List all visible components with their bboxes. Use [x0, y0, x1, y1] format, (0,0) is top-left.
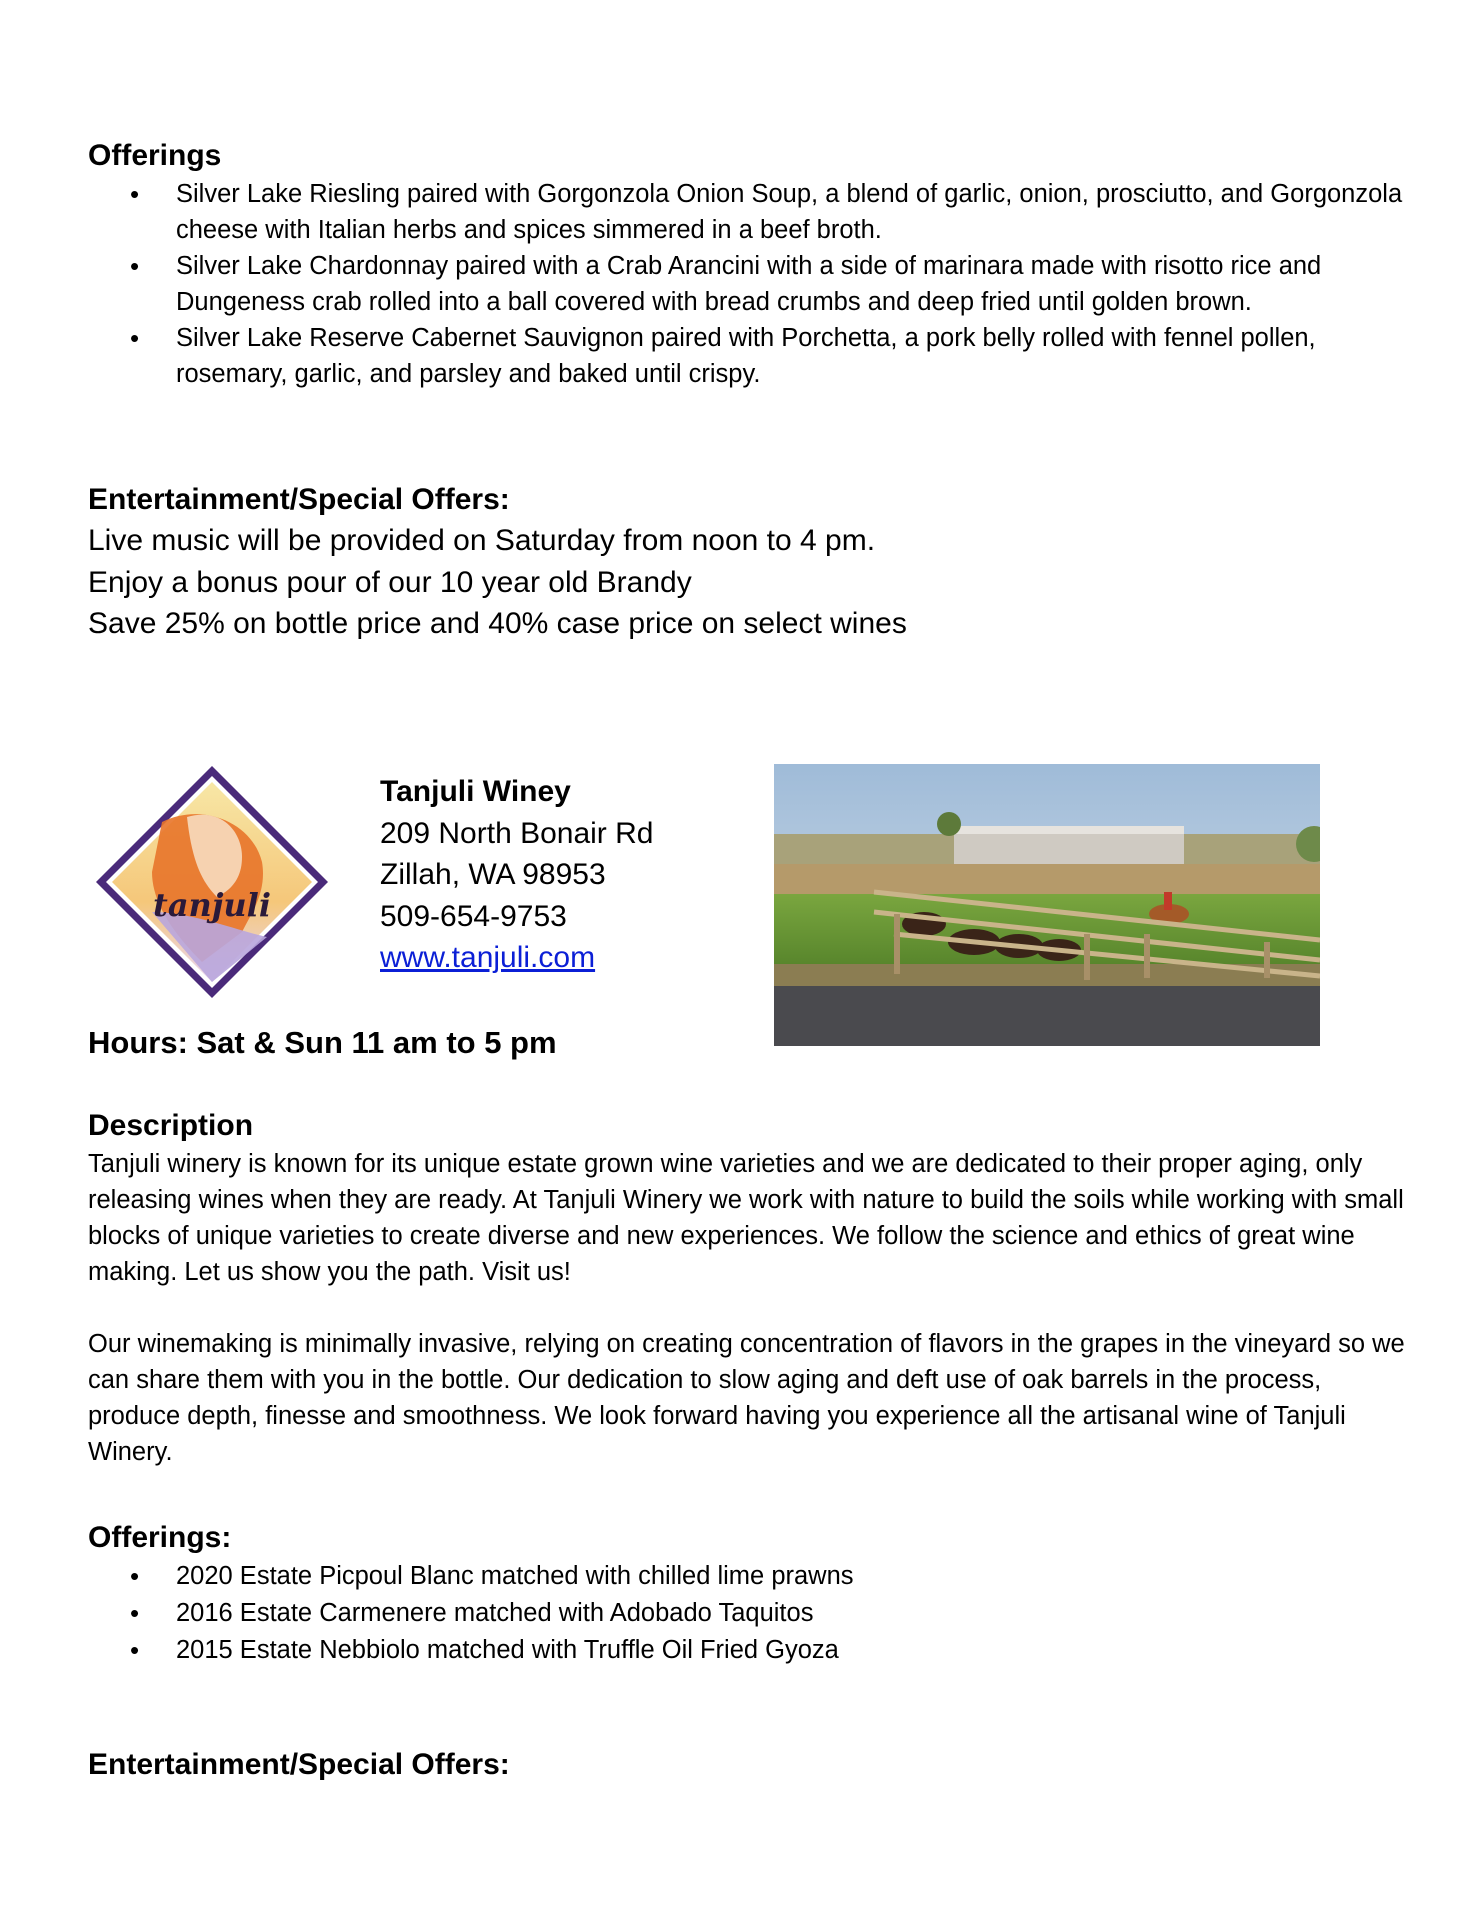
- winery-name: Tanjuli Winey: [380, 775, 571, 808]
- entertainment-section-2: [88, 1745, 510, 1785]
- logo-text: tanjuli: [153, 886, 271, 924]
- list-item: • 2020 Estate Picpoul Blanc matched with chilled lime prawns: [88, 1558, 1418, 1595]
- list-item: • Silver Lake Riesling paired with Gorgonzola Onion Soup, a blend of garlic, onion, prosciutto, and Gorgonzola cheese with Italian herbs and spices simmered in a beef broth.: [88, 176, 1418, 248]
- list-item: • 2015 Estate Nebbiolo matched with Truffle Oil Fried Gyoza: [88, 1632, 1418, 1669]
- list-item: • Silver Lake Chardonnay paired with a Crab Arancini with a side of marinara made with risotto rice and Dungeness crab rolled into a ball covered with bread crumbs and deep fried until golden brown.: [88, 248, 1418, 320]
- list-item: • Silver Lake Reserve Cabernet Sauvignon paired with Porchetta, a pork belly rolled with fennel pollen, rosemary, garlic, and parsley and baked until crispy.: [88, 320, 1418, 392]
- phone-number: 509-654-9753: [380, 899, 567, 933]
- entertainment-line: Live music will be provided on Saturday from noon to 4 pm.: [88, 524, 876, 557]
- entertainment-heading: Entertainment/Special Offers:: [88, 483, 510, 516]
- logo-diamond-icon: [92, 762, 332, 1002]
- description-section: [88, 1106, 1418, 1470]
- tanjuli-logo: [92, 762, 332, 1002]
- website-link[interactable]: www.tanjuli.com: [380, 941, 596, 974]
- entertainment-line: Enjoy a bonus pour of our 10 year old Brandy: [88, 565, 692, 599]
- description-paragraph-1: Tanjuli winery is known for its unique estate grown wine varieties and we are dedicated to their proper aging, only releasing wines when they are ready. At Tanjuli Winery we work with nature to build the soils while working with small blocks of unique varieties to create diverse and new experiences. We follow the science and ethics of great wine making. Let us show you the path. Visit us!: [88, 1150, 1404, 1286]
- horses-vineyard-photo-icon: [774, 764, 1320, 1046]
- offerings-list-1: [88, 176, 1418, 392]
- offerings-heading-2: Offerings:: [88, 1521, 232, 1554]
- offerings-section-2: [88, 1518, 1418, 1669]
- winery-photo: [774, 764, 1320, 1046]
- offerings-heading: Offerings: [88, 139, 222, 172]
- entertainment-heading-2: Entertainment/Special Offers:: [88, 1748, 510, 1781]
- offerings-section-1: [88, 136, 1418, 392]
- description-heading: Description: [88, 1109, 254, 1142]
- address-line-2: Zillah, WA 98953: [380, 858, 606, 891]
- list-item: • 2016 Estate Carmenere matched with Adobado Taquitos: [88, 1595, 1418, 1632]
- entertainment-line: Save 25% on bottle price and 40% case price on select wines: [88, 607, 907, 640]
- hours-text: Hours: Sat & Sun 11 am to 5 pm: [88, 1025, 557, 1060]
- winery-address-block: [380, 771, 740, 979]
- entertainment-section-1: [88, 480, 1418, 645]
- address-line-1: 209 North Bonair Rd: [380, 816, 654, 850]
- description-paragraph-2: Our winemaking is minimally invasive, relying on creating concentration of flavors in the grapes in the vineyard so we can share them with you in the bottle. Our dedication to slow aging and deft use of oak barrels in the process, produce depth, finesse and smoothness. We look forward having you experience all the artisanal wine of Tanjuli Winery.: [88, 1330, 1405, 1466]
- offerings-list-2: [88, 1558, 1418, 1669]
